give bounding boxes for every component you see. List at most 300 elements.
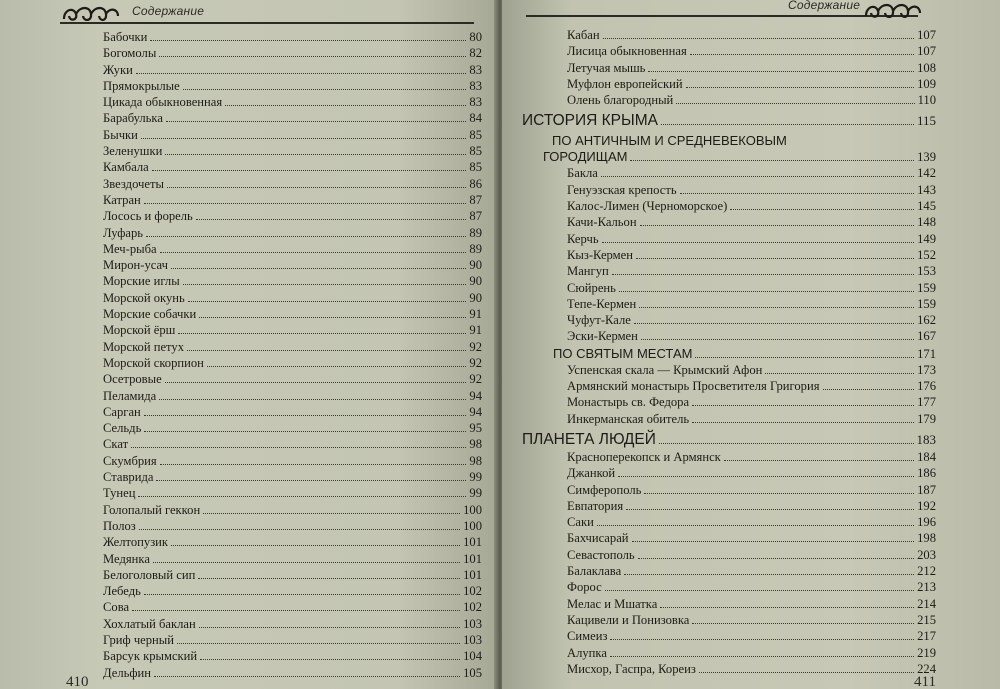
entry-title: Красноперекопск и Армянск: [567, 449, 721, 464]
leader-dots: [146, 236, 466, 237]
section-title: ИСТОРИЯ КРЫМА: [522, 112, 658, 130]
toc-entry[interactable]: [0, 29, 482, 45]
page-ref: 145: [917, 199, 936, 214]
toc-entry[interactable]: [502, 547, 936, 563]
toc-entry[interactable]: [502, 328, 936, 344]
toc-entry[interactable]: [0, 94, 482, 110]
entry-title: Камбала: [103, 160, 149, 175]
page-ref: 89: [469, 241, 482, 256]
page-ref: 107: [917, 44, 936, 59]
entry-title: Мелас и Мшатка: [567, 596, 658, 611]
page-ref: 203: [917, 547, 936, 562]
page-ref: 176: [917, 379, 936, 394]
entry-title: Тунец: [103, 486, 136, 501]
page-ref: 179: [917, 411, 936, 426]
leader-dots: [605, 590, 914, 591]
toc-entry[interactable]: [502, 280, 936, 296]
page-ref: 83: [469, 95, 482, 110]
toc-entry[interactable]: [0, 502, 482, 518]
entry-title: Богомолы: [103, 46, 157, 61]
toc-entry[interactable]: [502, 43, 936, 59]
leader-dots: [686, 87, 915, 88]
page-ref: 98: [469, 453, 482, 468]
entry-title: Сарган: [103, 404, 141, 419]
toc-entry[interactable]: [0, 306, 482, 322]
page-ref: 148: [917, 215, 936, 230]
toc-entry[interactable]: [502, 645, 936, 661]
entry-title: Сюйрень: [567, 280, 616, 295]
leader-dots: [153, 562, 460, 563]
toc-entry[interactable]: [502, 296, 936, 312]
leader-dots: [640, 225, 915, 226]
page-ref: 183: [916, 431, 936, 447]
toc-entry[interactable]: [502, 214, 936, 230]
entry-title: Скумбрия: [103, 453, 157, 468]
entry-title: Жуки: [103, 62, 133, 77]
toc-entry[interactable]: [502, 482, 936, 498]
leader-dots: [641, 339, 914, 340]
page-ref: 99: [469, 486, 482, 501]
entry-title: Зеленушки: [103, 144, 163, 159]
leader-dots: [699, 672, 914, 673]
page-ref: 224: [917, 661, 936, 676]
entry-title: Инкерманская обитель: [567, 411, 690, 426]
entry-title: Пеламида: [103, 388, 157, 403]
entry-title: Севастополь: [567, 547, 635, 562]
page-ref: 82: [469, 46, 482, 61]
toc-section-history[interactable]: [502, 111, 936, 130]
toc-entry[interactable]: [0, 290, 482, 306]
right-page: [502, 0, 1000, 689]
page-ref: 100: [463, 502, 482, 517]
page-ref: 90: [469, 274, 482, 289]
toc-entry[interactable]: [502, 579, 936, 595]
page-ref: 142: [917, 166, 936, 181]
leader-dots: [207, 366, 466, 367]
toc-entry[interactable]: [0, 208, 482, 224]
toc-entry[interactable]: [0, 78, 482, 94]
toc-entry[interactable]: [0, 225, 482, 241]
header-rule: [526, 15, 918, 17]
leader-dots: [680, 193, 915, 194]
toc-entry[interactable]: [502, 182, 936, 198]
toc-entry[interactable]: [502, 165, 936, 181]
toc-entry[interactable]: [502, 498, 936, 514]
leader-dots: [661, 124, 914, 125]
page-ref: 198: [917, 531, 936, 546]
toc-section-people[interactable]: [502, 430, 936, 449]
entry-title: Успенская скала — Крымский Афон: [567, 362, 763, 377]
toc-subsection-ancient[interactable]: [502, 148, 936, 165]
entry-title: Сельдь: [103, 421, 142, 436]
leader-dots: [610, 639, 914, 640]
entry-title: Кацивели и Понизовка: [567, 612, 690, 627]
toc-entry[interactable]: [502, 76, 936, 92]
page-ref: 219: [917, 645, 936, 660]
leader-dots: [141, 138, 467, 139]
leader-dots: [136, 73, 467, 74]
leader-dots: [225, 105, 466, 106]
page-ref: 173: [917, 362, 936, 377]
entry-title: Мангуп: [567, 264, 609, 279]
entry-title: Эски-Кермен: [567, 329, 638, 344]
page-ref: 103: [463, 616, 482, 631]
leader-dots: [692, 405, 914, 406]
leader-dots: [648, 71, 914, 72]
toc-entry[interactable]: [502, 530, 936, 546]
page-ref: 159: [917, 280, 936, 295]
page-ref: 85: [469, 127, 482, 142]
toc-entry[interactable]: [502, 449, 936, 465]
page-ref: 80: [469, 30, 482, 44]
page-ref: 83: [469, 78, 482, 93]
entry-title: Саки: [567, 515, 594, 530]
entry-title: Мисхор, Гаспра, Кореиз: [567, 661, 696, 676]
page-ref: 213: [917, 580, 936, 595]
leader-dots: [198, 578, 460, 579]
leader-dots: [199, 627, 460, 628]
entry-title: Керчь: [567, 231, 599, 246]
leader-dots: [171, 268, 466, 269]
entry-title: Прямокрылые: [103, 78, 180, 93]
page-ref: 171: [917, 346, 936, 361]
page-ref: 94: [469, 404, 482, 419]
toc-entry[interactable]: [0, 599, 482, 615]
entry-title: Белоголовый сип: [103, 567, 196, 582]
leader-dots: [166, 121, 466, 122]
leader-dots: [144, 415, 467, 416]
page-ref: 152: [917, 247, 936, 262]
toc-entry[interactable]: [0, 551, 482, 567]
page-ref: 153: [917, 264, 936, 279]
leader-dots: [618, 476, 914, 477]
leader-dots: [188, 301, 467, 302]
page-ref: 105: [463, 665, 482, 680]
entry-title: Морские собачки: [103, 307, 197, 322]
entry-title: Кыз-Кермен: [567, 247, 633, 262]
leader-dots: [660, 607, 914, 608]
entry-title: Джанкой: [567, 466, 616, 481]
toc-list-left: [0, 29, 482, 681]
leader-dots: [160, 464, 467, 465]
page-ref: 104: [463, 649, 482, 664]
section-title: ПЛАНЕТА ЛЮДЕЙ: [522, 430, 656, 448]
entry-title: Меч-рыба: [103, 241, 157, 256]
entry-title: Кабан: [567, 28, 600, 42]
toc-entry[interactable]: [502, 394, 936, 410]
leader-dots: [676, 103, 914, 104]
toc-entry[interactable]: [502, 628, 936, 644]
page-ref: 91: [469, 323, 482, 338]
toc-entry[interactable]: [0, 371, 482, 387]
toc-entry[interactable]: [502, 312, 936, 328]
toc-entry[interactable]: [0, 534, 482, 550]
page-ref: 92: [469, 339, 482, 354]
page-ref: 187: [917, 482, 936, 497]
page-ref: 101: [463, 551, 482, 566]
leader-dots: [724, 460, 914, 461]
page-number: 411: [914, 674, 936, 689]
leader-dots: [160, 252, 467, 253]
leader-dots: [659, 443, 914, 444]
toc-entry[interactable]: [0, 45, 482, 61]
toc-entry[interactable]: [0, 632, 482, 648]
toc-entry[interactable]: [502, 60, 936, 76]
toc-entry[interactable]: [502, 378, 936, 394]
page-ref: 90: [469, 258, 482, 273]
toc-subsection-line1: [502, 133, 936, 148]
page-ref: 103: [463, 632, 482, 647]
entry-title: Калос-Лимен (Черноморское): [567, 199, 728, 214]
toc-list-right: [502, 27, 936, 677]
page-ref: 85: [469, 160, 482, 175]
running-header: Содержание: [132, 4, 205, 18]
leader-dots: [690, 54, 914, 55]
page-ref: 110: [917, 93, 936, 108]
leader-dots: [144, 594, 460, 595]
entry-title: Олень благородный: [567, 93, 674, 108]
page-ref: 83: [469, 62, 482, 77]
page-ref: 143: [917, 182, 936, 197]
page-ref: 217: [917, 629, 936, 644]
toc-entry[interactable]: [0, 257, 482, 273]
entry-title: Симферополь: [567, 482, 642, 497]
page-ref: 84: [469, 111, 482, 126]
entry-title: Морской окунь: [103, 290, 185, 305]
entry-title: Барсук крымский: [103, 649, 198, 664]
toc-entry[interactable]: [0, 469, 482, 485]
entry-title: Лебедь: [103, 584, 141, 599]
page-ref: 167: [917, 329, 936, 344]
leader-dots: [630, 160, 914, 161]
toc-entry[interactable]: [0, 616, 482, 632]
toc-subsection-holy-places[interactable]: [502, 345, 936, 362]
leader-dots: [644, 493, 914, 494]
running-header: Содержание: [788, 0, 861, 12]
page-ref: 102: [463, 600, 482, 615]
subsection-title: ПО АНТИЧНЫМ И СРЕДНЕВЕКОВЫМ: [552, 133, 787, 149]
toc-entry[interactable]: [0, 176, 482, 192]
leader-dots: [695, 357, 914, 358]
page-ref: 100: [463, 518, 482, 533]
toc-entry[interactable]: [0, 485, 482, 501]
entry-title: Голопалый геккон: [103, 502, 201, 517]
toc-entry[interactable]: [0, 420, 482, 436]
page-ref: 98: [469, 437, 482, 452]
leader-dots: [199, 317, 466, 318]
toc-entry[interactable]: [0, 583, 482, 599]
toc-entry[interactable]: [0, 567, 482, 583]
entry-title: Осетровые: [103, 372, 162, 387]
toc-entry[interactable]: [502, 231, 936, 247]
page-ref: 107: [917, 28, 936, 42]
entry-title: Желтопузик: [103, 535, 169, 550]
toc-entry[interactable]: [0, 453, 482, 469]
toc-entry[interactable]: [0, 62, 482, 78]
leader-dots: [167, 187, 466, 188]
entry-title: Бакла: [567, 166, 598, 181]
entry-title: Луфарь: [103, 225, 144, 240]
page-ref: 94: [469, 388, 482, 403]
toc-entry[interactable]: [502, 661, 936, 677]
leader-dots: [154, 676, 460, 677]
toc-entry[interactable]: [502, 362, 936, 378]
entry-title: Летучая мышь: [567, 60, 646, 75]
entry-title: Тепе-Кермен: [567, 296, 637, 311]
entry-title: Алупка: [567, 645, 607, 660]
toc-entry[interactable]: [0, 127, 482, 143]
header-rule: [60, 22, 474, 24]
page-ref: 92: [469, 372, 482, 387]
leader-dots: [634, 323, 914, 324]
page-ref: 102: [463, 584, 482, 599]
leader-dots: [132, 610, 460, 611]
ornament-icon: [862, 0, 924, 22]
entry-title: Муфлон европейский: [567, 76, 683, 91]
toc-entry[interactable]: [0, 518, 482, 534]
entry-title: Евпатория: [567, 498, 624, 513]
toc-entry[interactable]: [0, 388, 482, 404]
toc-entry[interactable]: [0, 192, 482, 208]
toc-entry[interactable]: [502, 247, 936, 263]
toc-entry[interactable]: [502, 514, 936, 530]
leader-dots: [638, 558, 914, 559]
toc-entry[interactable]: [0, 143, 482, 159]
entry-title: Звездочеты: [103, 176, 164, 191]
entry-title: Цикада обыкновенная: [103, 95, 223, 110]
entry-title: Скат: [103, 437, 129, 452]
toc-entry[interactable]: [502, 563, 936, 579]
leader-dots: [632, 541, 915, 542]
entry-title: Морской ёрш: [103, 323, 176, 338]
left-page: [0, 0, 497, 689]
leader-dots: [765, 373, 914, 374]
toc-entry[interactable]: [502, 411, 936, 427]
leader-dots: [602, 242, 915, 243]
entry-title: Бычки: [103, 127, 138, 142]
page-ref: 162: [917, 313, 936, 328]
leader-dots: [601, 176, 914, 177]
leader-dots: [152, 170, 467, 171]
leader-dots: [183, 89, 467, 90]
subsection-title: ПО СВЯТЫМ МЕСТАМ: [553, 345, 693, 361]
leader-dots: [619, 291, 914, 292]
page-ref: 215: [917, 612, 936, 627]
leader-dots: [159, 399, 466, 400]
entry-title: Ставрида: [103, 470, 154, 485]
entry-title: Дельфин: [103, 665, 152, 680]
leader-dots: [131, 447, 466, 448]
toc-entry[interactable]: [0, 273, 482, 289]
page-ref: 87: [469, 192, 482, 207]
toc-entry[interactable]: [0, 648, 482, 664]
toc-entry[interactable]: [0, 436, 482, 452]
page-ref: 89: [469, 225, 482, 240]
leader-dots: [138, 496, 466, 497]
leader-dots: [171, 545, 460, 546]
toc-entry[interactable]: [502, 198, 936, 214]
page-ref: 115: [916, 113, 936, 129]
toc-entry[interactable]: [0, 159, 482, 175]
toc-entry[interactable]: [0, 241, 482, 257]
leader-dots: [603, 38, 915, 39]
toc-entry[interactable]: [0, 404, 482, 420]
entry-title: Морской петух: [103, 339, 184, 354]
entry-title: Симеиз: [567, 629, 608, 644]
page-ref: 99: [469, 470, 482, 485]
toc-entry[interactable]: [502, 596, 936, 612]
toc-entry[interactable]: [502, 92, 936, 108]
entry-title: Армянский монастырь Просветителя Григория: [567, 379, 820, 394]
entry-title: Качи-Кальон: [567, 215, 637, 230]
entry-title: Балаклава: [567, 564, 622, 579]
toc-entry[interactable]: [502, 27, 936, 43]
leader-dots: [150, 40, 466, 41]
leader-dots: [144, 203, 467, 204]
leader-dots: [178, 333, 466, 334]
toc-entry[interactable]: [0, 110, 482, 126]
entry-title: Хохлатый баклан: [103, 616, 196, 631]
entry-title: Катран: [103, 192, 141, 207]
page-ref: 139: [917, 150, 936, 165]
leader-dots: [177, 643, 460, 644]
entry-title: Монастырь св. Федора: [567, 395, 690, 410]
page-ref: 92: [469, 355, 482, 370]
page-ref: 214: [917, 596, 936, 611]
page-ref: 86: [469, 176, 482, 191]
toc-entry[interactable]: [502, 263, 936, 279]
page-ref: 159: [917, 296, 936, 311]
leader-dots: [636, 258, 914, 259]
entry-title: Морские иглы: [103, 274, 180, 289]
page-ref: 91: [469, 307, 482, 322]
page-ref: 196: [917, 515, 936, 530]
leader-dots: [692, 422, 914, 423]
entry-title: Морской скорпион: [103, 355, 204, 370]
leader-dots: [624, 574, 914, 575]
leader-dots: [612, 274, 914, 275]
entry-title: Барабулька: [103, 111, 163, 126]
leader-dots: [610, 656, 914, 657]
entry-title: Медянка: [103, 551, 150, 566]
entry-title: Бахчисарай: [567, 531, 629, 546]
leader-dots: [156, 480, 466, 481]
leader-dots: [165, 382, 467, 383]
entry-title: Лисица обыкновенная: [567, 44, 687, 59]
page-ref: 87: [469, 209, 482, 224]
page-ref: 101: [463, 567, 482, 582]
leader-dots: [183, 284, 467, 285]
leader-dots: [823, 389, 915, 390]
toc-entry[interactable]: [502, 612, 936, 628]
leader-dots: [639, 307, 914, 308]
toc-entry[interactable]: [0, 322, 482, 338]
leader-dots: [692, 623, 914, 624]
entry-title: Полоз: [103, 518, 136, 533]
leader-dots: [196, 219, 467, 220]
toc-entry[interactable]: [0, 339, 482, 355]
toc-entry[interactable]: [502, 465, 936, 481]
toc-entry[interactable]: [0, 355, 482, 371]
leader-dots: [139, 529, 460, 530]
leader-dots: [203, 513, 460, 514]
page-ref: 85: [469, 144, 482, 159]
entry-title: Генуэзская крепость: [567, 182, 677, 197]
page-ref: 95: [469, 421, 482, 436]
leader-dots: [200, 659, 460, 660]
page-ref: 177: [917, 395, 936, 410]
subsection-title: ГОРОДИЩАМ: [543, 149, 628, 165]
